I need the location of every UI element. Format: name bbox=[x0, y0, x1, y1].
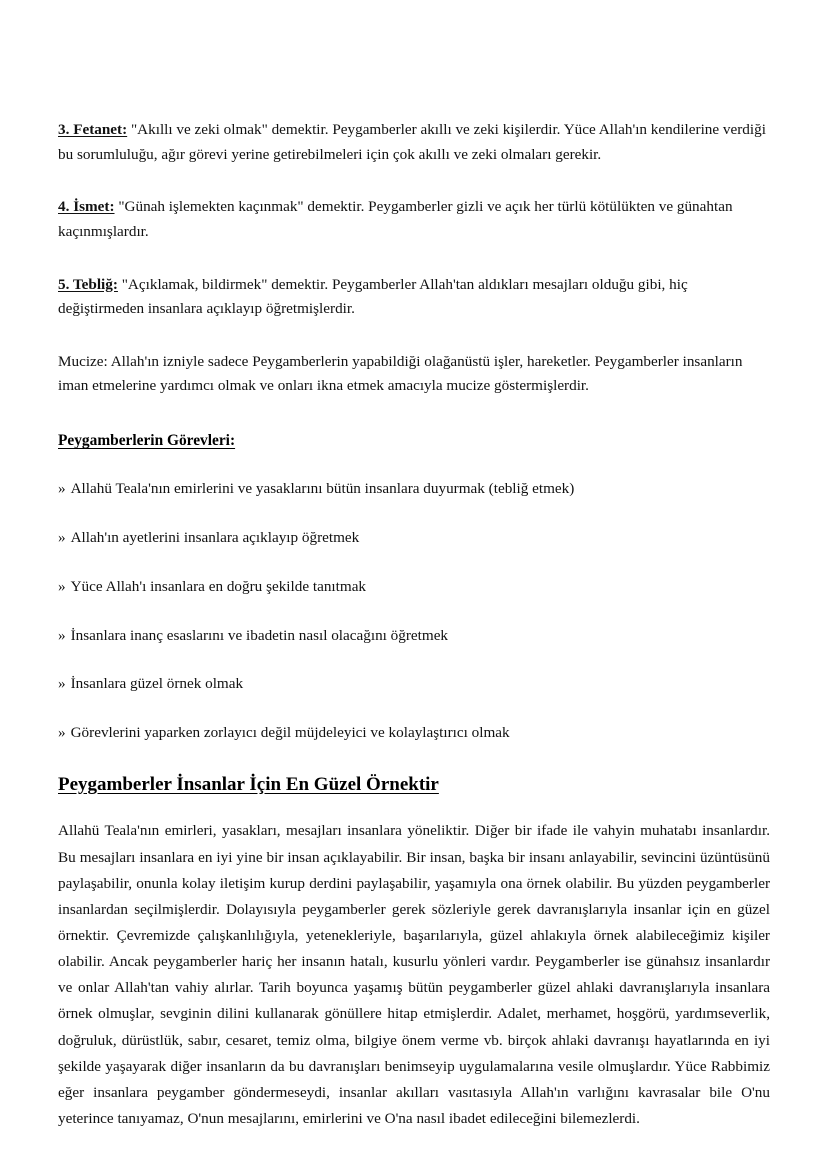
list-item bbox=[58, 527, 770, 550]
definition-teblig bbox=[58, 273, 770, 322]
list-item bbox=[58, 722, 770, 745]
definition-ismet bbox=[58, 195, 770, 244]
definition-text-teblig: "Açıklamak, bildirmek" demektir. Peygamberler Allah'tan aldıkları mesajları olduğu gibi, hiç değiştirmeden insanlara açıklayıp öğretmişlerdir. bbox=[58, 275, 688, 318]
definition-text-ismet: "Günah işlemekten kaçınmak" demektir. Peygamberler gizli ve açık her türlü kötülükten ve günahtan kaçınmışlardır. bbox=[58, 198, 733, 240]
example-body-paragraph: Allahü Teala'nın emirleri, yasakları, mesajları insanlara yöneliktir. Diğer bir ifade ile vahyin muhatabı insanlardır. Bu mesajları insanlara en iyi yine bir insan açıklayabilir. Bir insan, başka bir insanı anlayabilir, sevincini üzüntüsünü paylaşabilir, onunla kolay iletişim kurup derdini paylaşabilir, yaşamıyla ona örnek olabilir. Bu yüzden peygamberler insanlardan seçilmişlerdir. Dolayısıyla peygamberler gerek sözleriyle gerek davranışlarıyla insanlar için en güzel örnektir. Çevremizde çalışkanlılığıyla, yetenekleriyle, başarılarıyla, güzel ahlakıyla örnek alabileceğimiz kişiler olabilir. Ancak peygamberler hariç her insanın hatalı, kusurlu yönleri vardır. Peygamberler ise günahsız insanlardır ve onlar Allah'tan vahiy alırlar. Tarih boyunca yaşamış bütün peygamberler güzel ahlaki davranışlarıyla insanlara örnek olmuşlar, sevginin dilini kullanarak gönüllere hitap etmişlerdir. Adalet, merhamet, hoşgörü, yardımseverlik, doğruluk, dürüstlük, sabır, cesaret, temiz olma, bilgiye önem verme vb. birçok ahlaki davranışı hayatlarında en iyi şekilde yaşayarak diğer insanların da bu davranışları benimseyip uygulamalarına vesile olmuşlardır. Yüce Rabbimiz eğer insanlara peygamber göndermeseydi, insanlar akılları vasıtasıyla Allah'ın varlığını kavrasalar bile O'nu yeterince tanıyamaz, O'nun mesajlarını, emirlerini ve O'na nasıl ibadet edileceğini bilemezlerdi. bbox=[58, 822, 770, 1127]
duties-list bbox=[58, 478, 770, 745]
list-item bbox=[58, 478, 770, 501]
definition-text-fetanet: "Akıllı ve zeki olmak" demektir. Peygamberler akıllı ve zeki kişilerdir. Yüce Allah'ın kendilerine verdiği bu sorumluluğu, ağır görevi yerine getirebilmeleri için çok akıllı ve zeki olmaları gerekir. bbox=[58, 121, 766, 163]
list-item-label: İnsanlara inanç esaslarını ve ibadetin nasıl olacağını öğretmek bbox=[70, 626, 449, 644]
duties-heading: Peygamberlerin Görevleri: bbox=[58, 432, 236, 449]
page-title: Peygamberler İnsanlar İçin En Güzel Örnektir bbox=[58, 773, 439, 795]
guillemet-marker-icon: » bbox=[58, 528, 66, 546]
list-item bbox=[58, 576, 770, 599]
definition-fetanet bbox=[58, 118, 770, 167]
definition-label-ismet: 4. İsmet: bbox=[58, 198, 115, 216]
list-item-label: Allah'ın ayetlerini insanlara açıklayıp öğretmek bbox=[70, 528, 360, 546]
guillemet-marker-icon: » bbox=[58, 480, 66, 498]
guillemet-marker-icon: » bbox=[58, 675, 66, 693]
guillemet-marker-icon: » bbox=[58, 577, 66, 595]
list-item-label: Allahü Teala'nın emirlerini ve yasaklarını bütün insanlara duyurmak (tebliğ etmek) bbox=[70, 480, 575, 498]
guillemet-marker-icon: » bbox=[58, 626, 66, 644]
list-item bbox=[58, 673, 770, 696]
guillemet-marker-icon: » bbox=[58, 724, 66, 742]
definition-label-teblig: 5. Tebliğ: bbox=[58, 275, 118, 293]
list-item-label: Yüce Allah'ı insanlara en doğru şekilde tanıtmak bbox=[70, 577, 367, 595]
mucize-paragraph: Mucize: Allah'ın izniyle sadece Peygamberlerin yapabildiği olağanüstü işler, hareketler. Peygamberler insanların iman etmelerine yardımcı olmak ve onları ikna etmek amacıyla mucize göstermişlerdir. bbox=[58, 352, 743, 395]
document-content bbox=[58, 118, 770, 1132]
list-item-label: Görevlerini yaparken zorlayıcı değil müjdeleyici ve kolaylaştırıcı olmak bbox=[70, 724, 510, 742]
definition-label-fetanet: 3. Fetanet: bbox=[58, 121, 128, 138]
list-item-label: İnsanlara güzel örnek olmak bbox=[70, 675, 244, 693]
list-item bbox=[58, 625, 770, 648]
